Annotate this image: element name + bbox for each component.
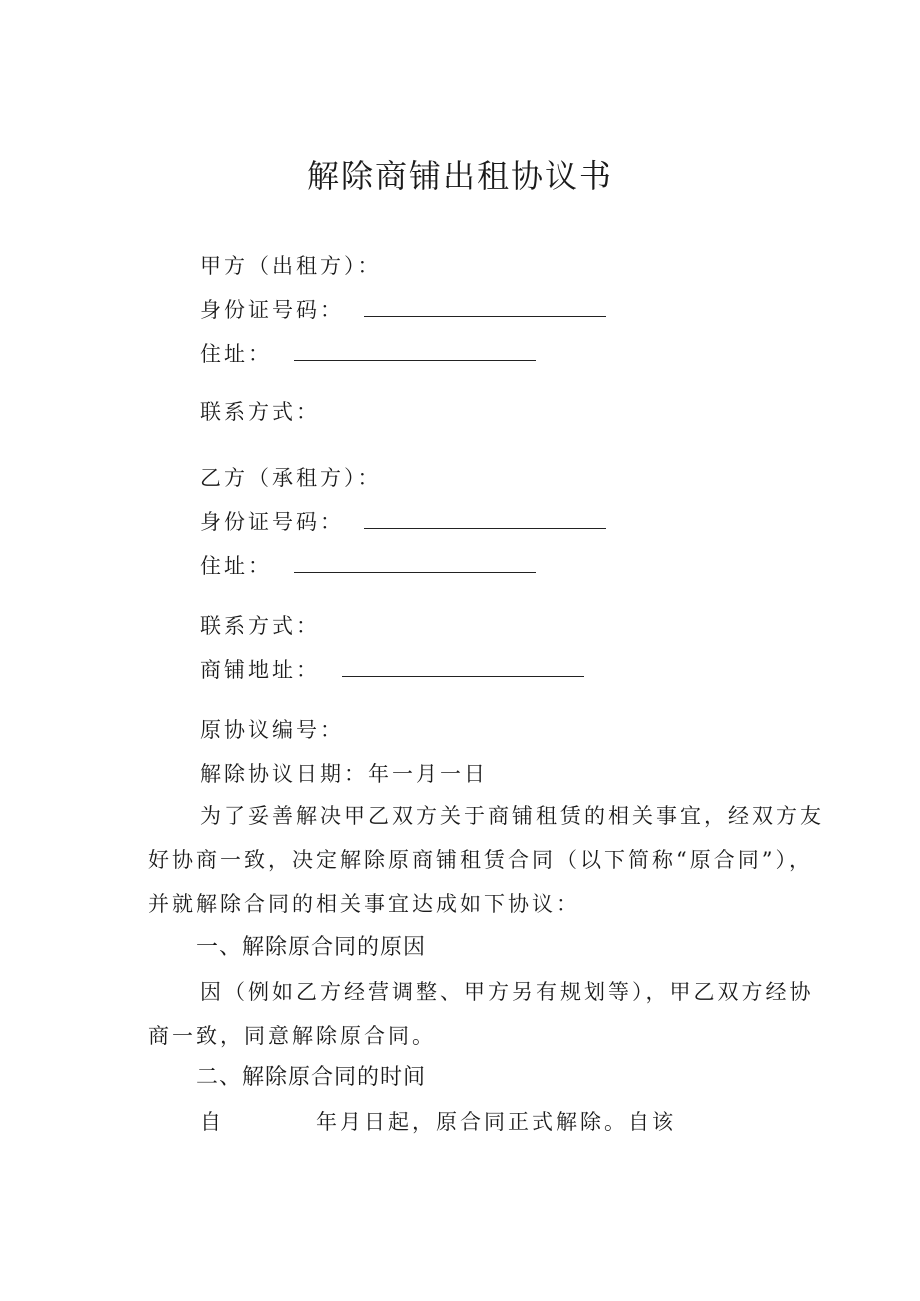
party-b-address-label: 住址： <box>200 554 272 578</box>
party-b-id-label: 身份证号码： <box>200 510 344 534</box>
intro-line-3: 并就解除合同的相关事宜达成如下协议： <box>148 892 580 916</box>
shop-address-row <box>200 656 584 684</box>
document-title: 解除商铺出租协议书 <box>306 157 613 195</box>
party-b-address-row <box>200 552 536 580</box>
shop-address-label: 商铺地址： <box>200 658 320 682</box>
party-b-id-row <box>200 508 606 536</box>
section-2-heading: 二、解除原合同的时间 <box>196 1065 427 1090</box>
intro-line-2: 好协商一致，决定解除原商铺租赁合同（以下简称“原合同”）， <box>148 848 813 872</box>
section-2-prefix: 自 <box>200 1110 224 1134</box>
party-a-id-blank[interactable] <box>364 298 606 317</box>
section-2-text: 年月日起，原合同正式解除。自该 <box>316 1110 676 1134</box>
termination-date: 解除协议日期：年一月一日 <box>200 762 488 786</box>
party-b-label: 乙方（承租方）： <box>200 466 382 490</box>
party-b-id-blank[interactable] <box>364 510 606 529</box>
party-b-address-blank[interactable] <box>294 554 536 573</box>
party-a-id-label: 身份证号码： <box>200 298 344 322</box>
party-a-contact-label: 联系方式： <box>200 400 320 424</box>
party-b-contact-label: 联系方式： <box>200 614 320 638</box>
section-1-heading: 一、解除原合同的原因 <box>196 935 427 960</box>
original-agreement-no-label: 原协议编号： <box>200 718 344 742</box>
party-a-id-row <box>200 296 606 324</box>
party-a-address-blank[interactable] <box>294 342 536 361</box>
party-a-label: 甲方（出租方）： <box>200 254 382 278</box>
shop-address-blank[interactable] <box>342 658 584 677</box>
section-1-line-1: 因（例如乙方经营调整、甲方另有规划等），甲乙双方经协 <box>200 980 814 1004</box>
party-a-address-row <box>200 340 536 368</box>
section-2-line-1 <box>200 1108 676 1136</box>
section-1-line-2: 商一致，同意解除原合同。 <box>148 1024 436 1048</box>
party-a-address-label: 住址： <box>200 342 272 366</box>
intro-line-1: 为了妥善解决甲乙双方关于商铺租赁的相关事宜，经双方友 <box>200 804 824 828</box>
